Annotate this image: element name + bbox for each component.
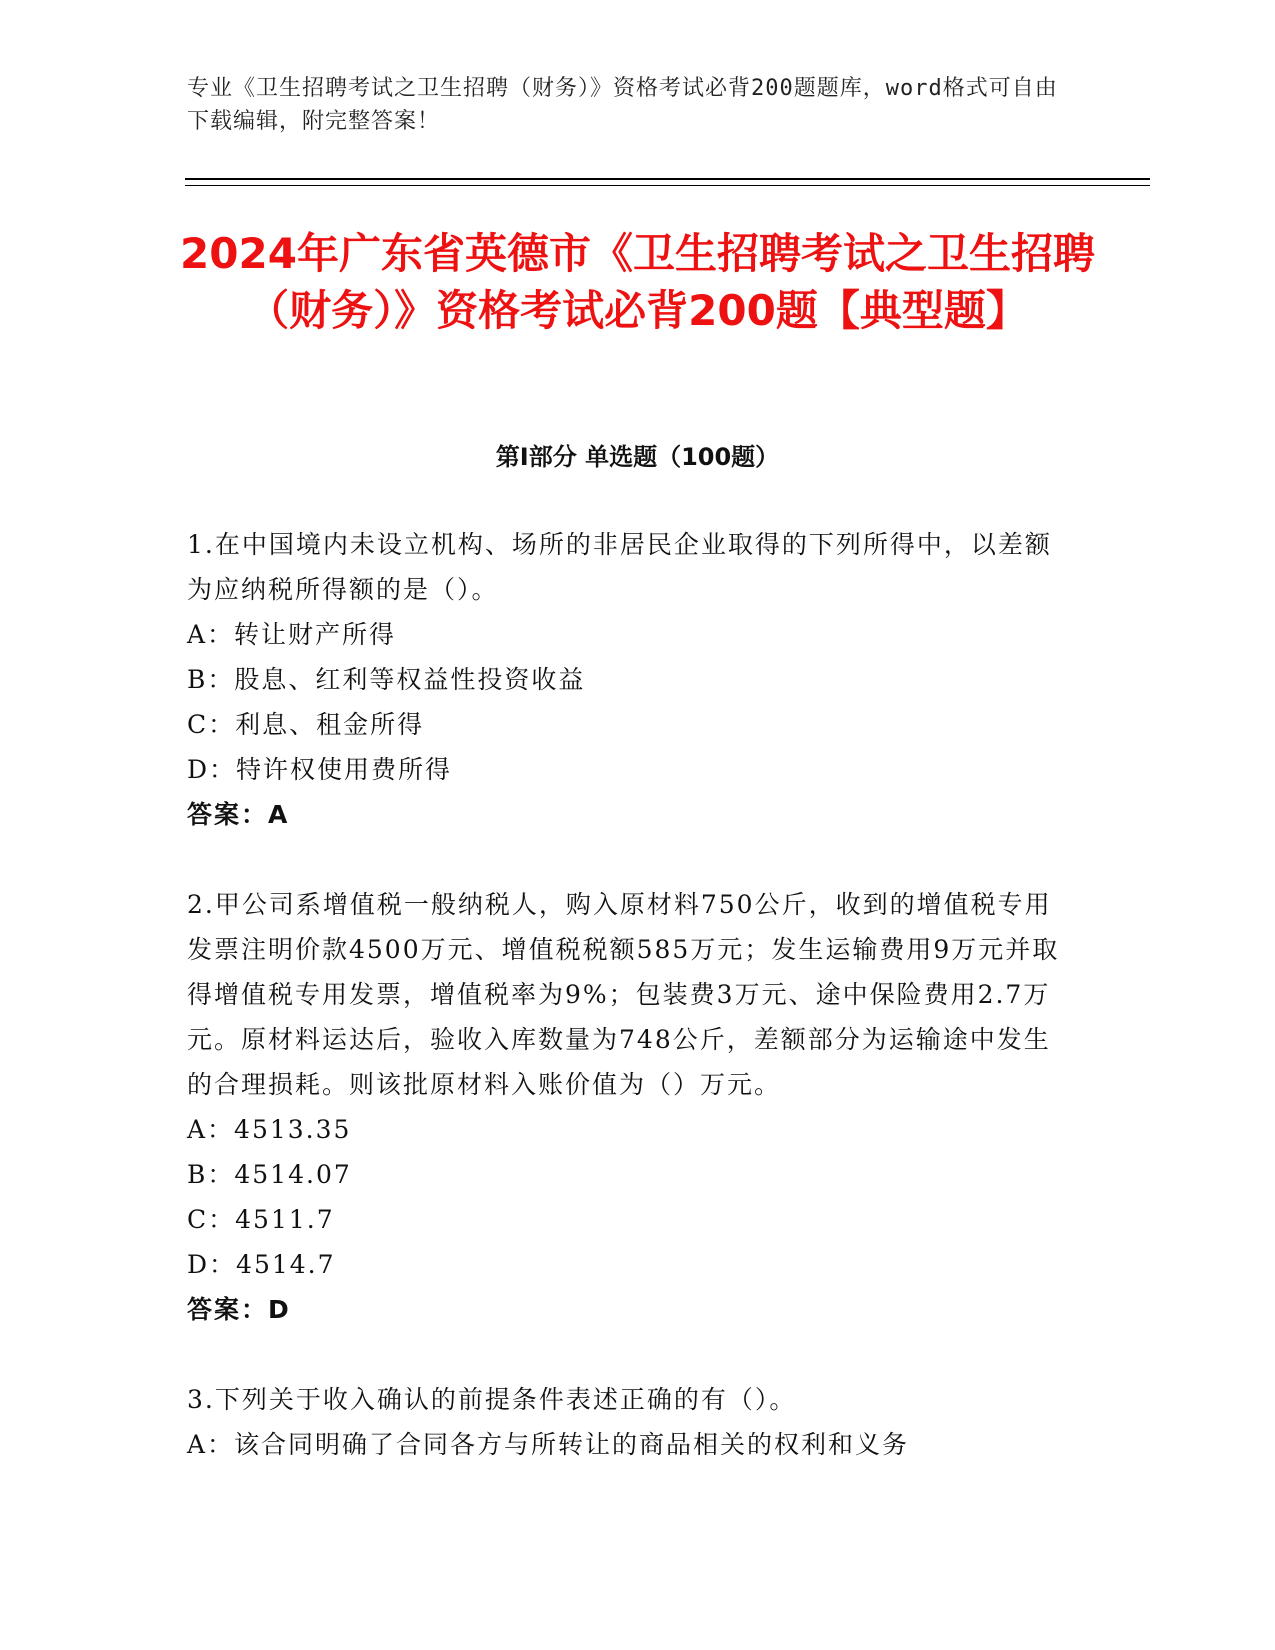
header-divider-thin: [185, 185, 1150, 186]
section-heading: 第I部分 单选题（100题）: [495, 443, 780, 471]
page-title: 2024年广东省英德市《卫生招聘考试之卫生招聘（财务）》资格考试必背200题【典型题】: [180, 229, 1095, 335]
option-a: A：4513.35: [187, 1115, 352, 1144]
option-a: A：该合同明确了合同各方与所转让的商品相关的权利和义务: [187, 1430, 910, 1459]
option-c: C：利息、租金所得: [187, 710, 425, 739]
question-list: [187, 522, 1067, 1512]
question-3: [187, 1377, 1067, 1467]
option-b: B：股息、红利等权益性投资收益: [187, 665, 586, 694]
question-stem: 1.在中国境内未设立机构、场所的非居民企业取得的下列所得中，以差额为应纳税所得额的是（）。: [187, 530, 1052, 604]
header-divider-thick: [185, 178, 1150, 180]
question-1: [187, 522, 1067, 837]
answer: 答案：D: [187, 1295, 291, 1324]
option-b: B：4514.07: [187, 1160, 352, 1189]
answer: 答案：A: [187, 800, 290, 829]
question-2: [187, 882, 1067, 1332]
option-d: D：4514.7: [187, 1250, 336, 1279]
question-stem: 3.下列关于收入确认的前提条件表述正确的有（）。: [187, 1385, 797, 1414]
option-c: C：4511.7: [187, 1205, 335, 1234]
question-stem: 2.甲公司系增值税一般纳税人，购入原材料750公斤，收到的增值税专用发票注明价款4500万元、增值税税额585万元；发生运输费用9万元并取得增值税专用发票，增值税率为9%；包装费3万元、途中保险费用2.7万元。原材料运达后，验收入库数量为748公斤，差额部分为运输途中发生的合理损耗。则该批原材料入账价值为（）万元。: [187, 890, 1060, 1099]
header-note: 专业《卫生招聘考试之卫生招聘（财务）》资格考试必背200题题库，word格式可自由下载编辑，附完整答案！: [187, 76, 1058, 134]
option-d: D：特许权使用费所得: [187, 755, 453, 784]
option-a: A：转让财产所得: [187, 620, 397, 649]
